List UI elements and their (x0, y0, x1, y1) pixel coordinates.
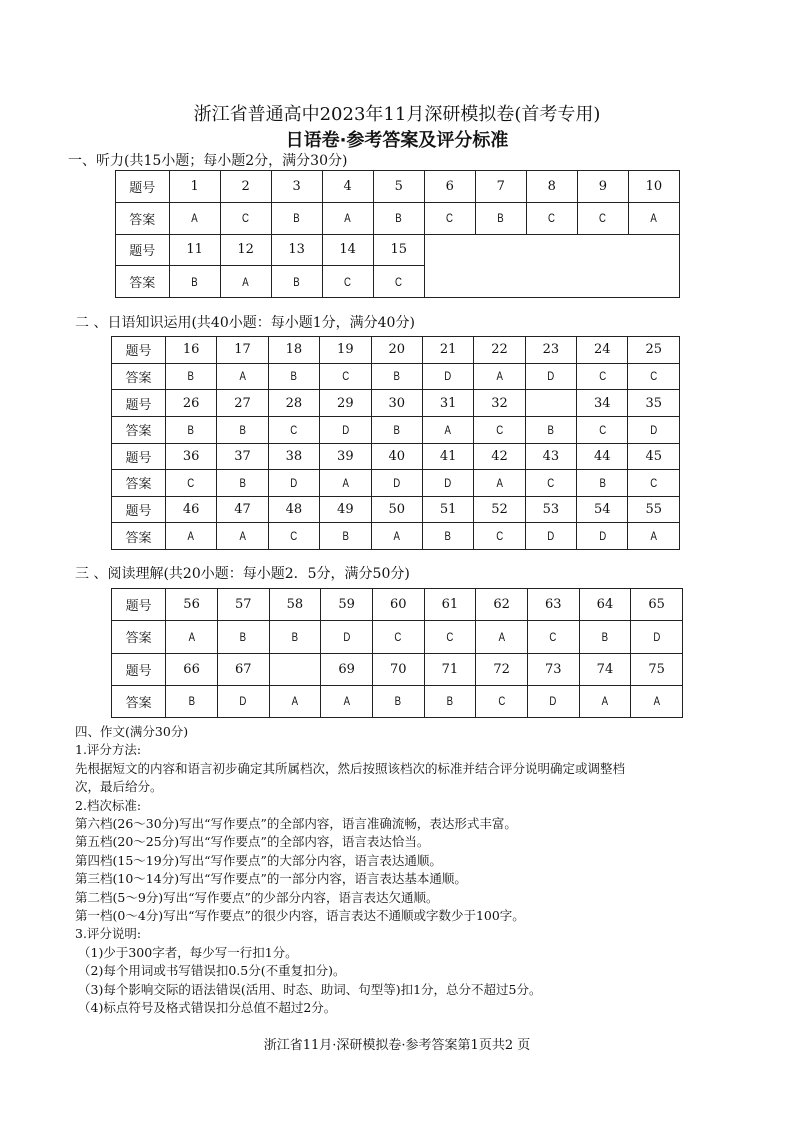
question-number-cell: 8 (526, 171, 577, 203)
question-number-cell: 9 (577, 171, 628, 203)
row-label: 答案 (112, 416, 166, 443)
row-label: 答案 (112, 685, 166, 717)
writing-text-line: 3.评分说明: (75, 926, 142, 942)
question-number-cell (525, 390, 576, 417)
answer-row (116, 202, 680, 234)
answer-cell: C (479, 416, 520, 443)
answer-cell: B (428, 523, 469, 550)
empty-cell (424, 234, 679, 298)
writing-text-line: 2.档次标准: (75, 797, 142, 813)
answer-cell: A (479, 363, 520, 390)
answer-cell: B (174, 266, 215, 298)
question-number-cell: 18 (268, 337, 319, 364)
question-number-cell: 7 (475, 171, 526, 203)
question-number-cell: 16 (165, 337, 216, 364)
answer-cell: B (582, 470, 623, 497)
document-title: 浙江省普通高中2023年11月深研模拟卷(首考专用) (193, 104, 601, 125)
answer-cell: A (222, 363, 263, 390)
question-number-cell: 3 (271, 171, 322, 203)
question-number-cell: 14 (322, 234, 373, 266)
question-number-row (116, 171, 680, 203)
question-number-cell: 64 (579, 589, 631, 621)
answer-cell: C (633, 363, 674, 390)
knowledge-answer-table (111, 336, 680, 550)
answer-cell: C (481, 685, 522, 717)
question-number-cell: 56 (166, 589, 218, 621)
answer-cell: B (276, 202, 317, 234)
row-label: 题号 (112, 443, 166, 470)
row-label: 题号 (116, 171, 170, 203)
question-number-cell: 45 (628, 443, 680, 470)
question-number-cell: 15 (373, 234, 424, 266)
answer-cell: B (171, 685, 212, 717)
writing-text-line: 次，最后给分。 (75, 779, 163, 795)
answer-cell: A (481, 621, 522, 653)
row-label: 答案 (116, 266, 170, 298)
question-number-cell: 39 (320, 443, 371, 470)
answer-cell: D (530, 363, 571, 390)
answer-cell: C (582, 416, 623, 443)
question-number-cell: 38 (268, 443, 319, 470)
row-label: 题号 (112, 589, 166, 621)
question-number-row (112, 390, 680, 417)
answer-cell: C (582, 363, 623, 390)
question-number-cell: 61 (424, 589, 476, 621)
answer-cell: B (376, 363, 417, 390)
row-label: 答案 (112, 363, 166, 390)
question-number-cell: 66 (166, 653, 218, 685)
answer-cell: B (274, 621, 315, 653)
question-number-cell: 36 (165, 443, 216, 470)
question-number-cell: 31 (422, 390, 473, 417)
question-number-cell: 13 (271, 234, 322, 266)
answer-cell: C (533, 621, 574, 653)
answer-row (112, 416, 680, 443)
answer-cell: A (225, 266, 266, 298)
question-number-cell: 57 (217, 589, 269, 621)
question-number-cell: 72 (476, 653, 528, 685)
question-number-cell: 74 (579, 653, 631, 685)
writing-text-line: （3)每个影响交际的语法错误(活用、时态、助词、句型等)扣1分，总分不超过5分。 (78, 981, 542, 997)
answer-cell: C (582, 202, 623, 234)
answer-cell: C (327, 266, 368, 298)
answer-cell: A (479, 470, 520, 497)
answer-cell: B (171, 363, 212, 390)
question-number-cell: 48 (268, 496, 319, 523)
question-number-cell: 65 (631, 589, 683, 621)
question-number-cell: 19 (320, 337, 371, 364)
question-number-cell: 43 (525, 443, 576, 470)
row-label: 答案 (112, 621, 166, 653)
question-number-cell: 70 (372, 653, 424, 685)
question-number-cell: 12 (220, 234, 271, 266)
row-label: 题号 (112, 496, 166, 523)
question-number-cell: 20 (371, 337, 422, 364)
answer-cell: B (376, 416, 417, 443)
answer-cell: C (531, 202, 572, 234)
answer-cell: B (222, 470, 263, 497)
answer-cell: A (171, 523, 212, 550)
answer-cell: A (428, 416, 469, 443)
question-number-cell: 10 (628, 171, 679, 203)
row-label: 答案 (112, 523, 166, 550)
answer-cell: C (273, 416, 314, 443)
question-number-cell: 47 (217, 496, 268, 523)
answer-cell: C (530, 470, 571, 497)
answer-cell: D (428, 363, 469, 390)
question-number-cell: 41 (422, 443, 473, 470)
answer-cell: D (273, 470, 314, 497)
question-number-cell: 44 (577, 443, 628, 470)
answer-cell: B (223, 621, 264, 653)
question-number-cell: 55 (628, 496, 680, 523)
question-number-cell: 63 (527, 589, 579, 621)
listening-answer-table (115, 170, 680, 298)
row-label: 题号 (112, 337, 166, 364)
writing-text-line: （1)少于300字者，每少写一行扣1分。 (78, 944, 298, 960)
question-number-cell: 26 (165, 390, 216, 417)
writing-text-line: （4)标点符号及格式错误扣分总值不超过2分。 (78, 1000, 337, 1015)
question-number-cell: 75 (631, 653, 683, 685)
question-number-row (112, 443, 680, 470)
answer-row (112, 523, 680, 550)
answer-cell: C (479, 523, 520, 550)
question-number-row (112, 653, 683, 685)
section1-heading: 一、听力(共15小题；每小题2分，满分30分) (68, 153, 348, 169)
answer-cell: C (171, 470, 212, 497)
row-label: 题号 (112, 390, 166, 417)
answer-row (112, 363, 680, 390)
answer-row (112, 470, 680, 497)
question-number-cell: 25 (628, 337, 680, 364)
answer-cell: D (223, 685, 264, 717)
answer-cell: B (378, 202, 419, 234)
question-number-cell: 53 (525, 496, 576, 523)
question-number-cell (269, 653, 321, 685)
answer-row (112, 621, 683, 653)
answer-cell: D (533, 685, 574, 717)
answer-cell: D (428, 470, 469, 497)
answer-cell: D (325, 416, 366, 443)
answer-cell: D (636, 621, 677, 653)
writing-text-line: 第二档(5～9分)写出“写作要点”的少部分内容，语言表达欠通顺。 (75, 889, 439, 905)
writing-text-line: 第三档(10～14分)写出“写作要点”的一部分内容，语言表达基本通顺。 (75, 871, 467, 887)
question-number-cell: 71 (424, 653, 476, 685)
question-number-cell: 6 (424, 171, 475, 203)
answer-cell: C (378, 266, 419, 298)
answer-cell: A (325, 470, 366, 497)
reading-answer-table (111, 588, 683, 718)
writing-text-line: （2)每个用词或书写错误扣0.5分(不重复扣分)。 (78, 963, 346, 979)
answer-cell: B (171, 416, 212, 443)
question-number-row (116, 234, 680, 266)
question-number-cell: 5 (373, 171, 424, 203)
question-number-cell: 24 (577, 337, 628, 364)
answer-cell: A (584, 685, 625, 717)
question-number-cell: 27 (217, 390, 268, 417)
section2-heading: 二 、日语知识运用(共40小题：每小题1分，满分40分) (75, 315, 415, 331)
writing-text-line: 四、作文(满分30分) (75, 724, 189, 739)
answer-cell: B (530, 416, 571, 443)
section3-heading: 三 、阅读理解(共20小题：每小题2．5分，满分50分) (75, 566, 410, 582)
question-number-cell: 23 (525, 337, 576, 364)
question-number-cell: 58 (269, 589, 321, 621)
answer-cell: C (429, 202, 470, 234)
row-label: 答案 (116, 202, 170, 234)
answer-cell: C (429, 621, 470, 653)
question-number-cell: 73 (527, 653, 579, 685)
answer-cell: C (325, 363, 366, 390)
question-number-cell: 28 (268, 390, 319, 417)
answer-cell: C (225, 202, 266, 234)
writing-text-line: 第四档(15～19分)写出“写作要点”的大部分内容，语言表达通顺。 (75, 852, 442, 868)
answer-cell: B (378, 685, 419, 717)
answer-cell: B (273, 363, 314, 390)
answer-cell: B (480, 202, 521, 234)
answer-cell: D (326, 621, 367, 653)
question-number-cell: 2 (220, 171, 271, 203)
answer-cell: B (222, 416, 263, 443)
answer-cell: A (636, 685, 677, 717)
answer-cell: D (530, 523, 571, 550)
question-number-cell: 29 (320, 390, 371, 417)
question-number-cell: 32 (474, 390, 525, 417)
writing-text-line: 1.评分方法: (75, 742, 142, 758)
answer-cell: B (429, 685, 470, 717)
question-number-cell: 54 (577, 496, 628, 523)
answer-cell: D (376, 470, 417, 497)
answer-cell: A (326, 685, 367, 717)
question-number-cell: 17 (217, 337, 268, 364)
answer-cell: C (273, 523, 314, 550)
question-number-cell: 30 (371, 390, 422, 417)
question-number-cell: 22 (474, 337, 525, 364)
answer-cell: B (584, 621, 625, 653)
question-number-cell: 59 (321, 589, 373, 621)
row-label: 答案 (112, 470, 166, 497)
question-number-cell: 35 (628, 390, 680, 417)
question-number-row (112, 496, 680, 523)
question-number-cell: 51 (422, 496, 473, 523)
answer-cell: A (327, 202, 368, 234)
question-number-cell: 37 (217, 443, 268, 470)
question-number-cell: 67 (217, 653, 269, 685)
question-number-cell: 21 (422, 337, 473, 364)
question-number-cell: 62 (476, 589, 528, 621)
question-number-cell: 52 (474, 496, 525, 523)
question-number-cell: 50 (371, 496, 422, 523)
answer-cell: A (633, 202, 674, 234)
question-number-cell: 34 (577, 390, 628, 417)
answer-cell: B (325, 523, 366, 550)
answer-cell: A (376, 523, 417, 550)
question-number-cell: 46 (165, 496, 216, 523)
question-number-cell: 49 (320, 496, 371, 523)
question-number-row (112, 337, 680, 364)
writing-text-line: 先根据短文的内容和语言初步确定其所属档次，然后按照该档次的标准并结合评分说明确定或调整档 (75, 760, 626, 776)
page-footer: 浙江省11月·深研模拟卷·参考答案第1页共2 页 (263, 1038, 531, 1053)
question-number-cell: 40 (371, 443, 422, 470)
row-label: 题号 (116, 234, 170, 266)
document-subtitle: 日语卷·参考答案及评分标准 (285, 130, 509, 151)
answer-cell: C (633, 470, 674, 497)
question-number-cell: 4 (322, 171, 373, 203)
answer-cell: D (633, 416, 674, 443)
answer-cell: B (276, 266, 317, 298)
row-label: 题号 (112, 653, 166, 685)
writing-text-line: 第六档(26～30分)写出“写作要点”的全部内容，语言准确流畅，表达形式丰富。 (75, 816, 517, 831)
answer-cell: A (171, 621, 212, 653)
question-number-cell: 42 (474, 443, 525, 470)
question-number-cell: 60 (372, 589, 424, 621)
question-number-cell: 69 (321, 653, 373, 685)
writing-text-line: 第一档(0～4分)写出“写作要点”的很少内容，语言表达不通顺或字数少于100字。 (75, 908, 525, 923)
answer-cell: A (222, 523, 263, 550)
answer-cell: A (633, 523, 674, 550)
answer-cell: A (174, 202, 215, 234)
question-number-cell: 1 (169, 171, 220, 203)
question-number-cell: 11 (169, 234, 220, 266)
question-number-row (112, 589, 683, 621)
answer-cell: A (274, 685, 315, 717)
answer-cell: D (582, 523, 623, 550)
answer-row (112, 685, 683, 717)
writing-text-line: 第五档(20～25分)写出“写作要点”的全部内容，语言表达恰当。 (75, 834, 430, 850)
answer-cell: C (378, 621, 419, 653)
